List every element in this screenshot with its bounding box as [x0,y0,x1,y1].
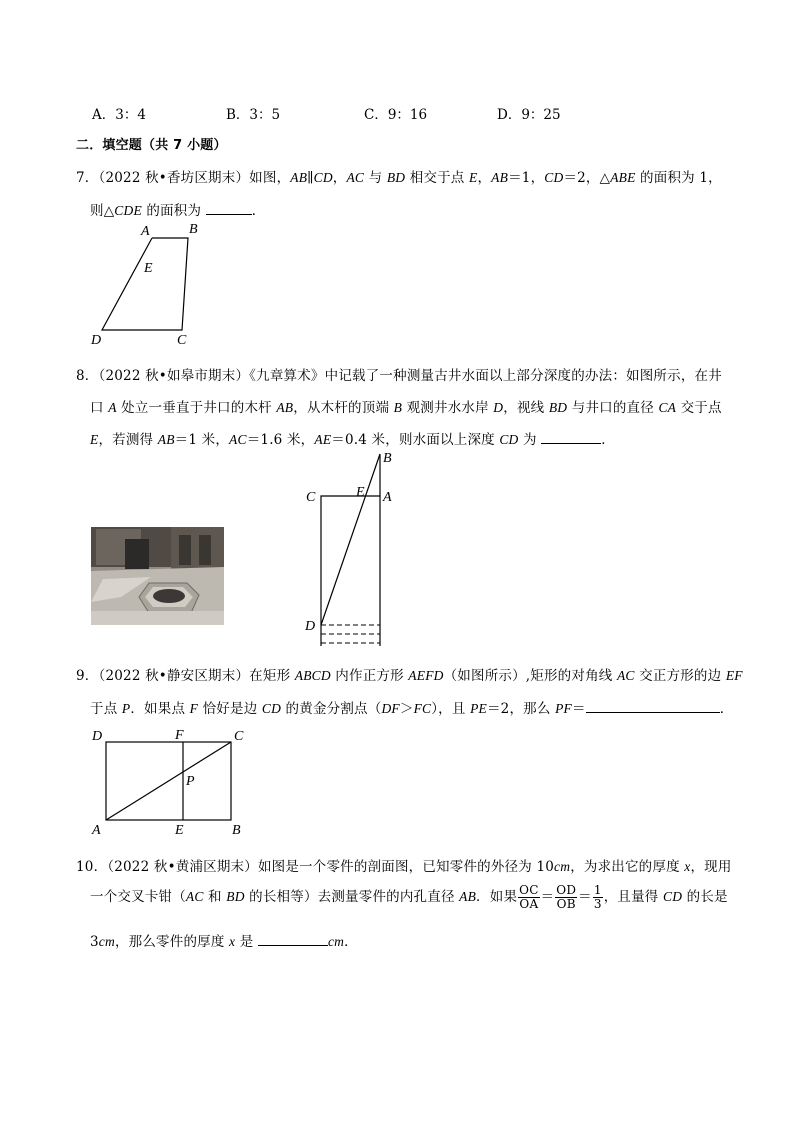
q9-label-e: E [175,823,184,838]
q7-label-e: E [144,261,153,276]
q8-line-2 [90,396,722,416]
q7-label-c: C [177,333,187,348]
q9-var: AEFD [408,668,444,683]
fraction-numerator: OD [556,883,577,897]
fraction-one-third [593,884,603,911]
q7-var: CDE [114,203,142,218]
q9-var: P [121,701,131,716]
q9-var: PF [555,701,572,716]
q9-text: ＞ [399,701,414,717]
q9-number: 9． [76,668,99,684]
q7-figure [85,220,205,350]
fraction-numerator: 1 [593,883,602,897]
q7-answer-blank[interactable] [206,200,252,215]
q10-line-1 [76,855,732,875]
q8-text: ＝1 米， [174,432,230,448]
q8-text: ，视线 [503,400,549,416]
q8-text: ，若测得 [98,432,158,448]
q7-var: AC [346,170,365,185]
q9-var: DF [381,701,400,716]
q10-answer-blank[interactable] [258,931,328,946]
q10-text: ，现用 [690,859,732,875]
q7-line-1 [76,166,722,186]
q7-var: AB [491,170,509,185]
section-title: 二．填空题（共 7 小题） [76,138,227,153]
fraction-od-ob [555,884,577,911]
q9-var: PE [470,701,487,716]
q7-line-2 [90,199,265,219]
q8-text: 处立一垂直于井口的木杆 [116,400,277,416]
q8-label-b: B [383,451,392,466]
q8-var: E [90,432,99,447]
q10-text: 一个交叉卡钳（ [90,889,186,905]
q10-line-2 [90,884,728,911]
q8-var: A [108,400,117,415]
q10-text: 3 [90,934,99,950]
q9-var: F [189,701,199,716]
q8-var: AB [276,400,294,415]
well-photo [91,527,224,625]
q8-line-3 [90,428,615,448]
q8-var: AC [229,432,247,447]
q9-figure [85,726,255,841]
q10-var: BD [226,889,245,904]
q8-text: ＝0.4 米，则水面以上深度 [331,432,500,448]
q7-end: ． [251,203,266,219]
q7-text: ＝2，△ [563,170,611,186]
q7-text: ＝1， [508,170,545,186]
q8-text: 为 [518,432,542,448]
q10-text: 的长相等）去测量零件的内孔直径 [244,889,460,905]
q10-text: 如图是一个零件的剖面图，已知零件的外径为 10 [257,859,555,875]
q9-text: 内作正方形 [330,668,409,684]
q9-label-p: P [186,774,195,789]
q8-text: 交于点 [676,400,722,416]
q8-number: 8． [76,368,99,384]
q9-text: ＝ [571,701,586,717]
q8-label-c: C [306,490,316,505]
q10-equals: ＝ [540,889,555,905]
q8-label-d: D [305,619,316,634]
q9-var: AC [616,668,635,683]
q7-text: 与 [364,170,387,186]
q10-line-3 [90,930,358,950]
q9-label-f: F [175,728,184,743]
q7-source: （2022 秋•香坊区期末） [98,170,250,186]
option-c: C．9：16 [364,107,428,123]
q9-label-d: D [92,729,103,744]
q7-text: 的面积为 1， [635,170,722,186]
q9-text: 交正方形的边 [634,668,726,684]
q10-text: ，且量得 [603,889,663,905]
q7-number: 7． [76,170,99,186]
q7-text: 则△ [90,203,115,219]
q9-label-c: C [234,729,244,744]
q7-label-d: D [91,333,102,348]
q10-var: x [229,934,236,949]
q10-var: CD [662,889,683,904]
q8-text: 与井口的直径 [567,400,659,416]
q8-answer-blank[interactable] [541,429,601,444]
q9-answer-blank[interactable] [586,698,720,713]
q7-var: BD [386,170,406,185]
option-d: D．9：25 [497,107,561,123]
q8-sight-line [321,454,380,625]
q9-end: ． [719,701,734,717]
q7-var: E [469,170,478,185]
q7-label-b: B [189,222,198,237]
q8-end: ． [601,432,615,448]
option-a: A．3：4 [92,107,146,123]
option-b: B．3：5 [226,107,281,123]
q8-var: CD [499,432,519,447]
q10-unit: cm [327,934,345,949]
q7-var: ABE [610,170,636,185]
q9-line-1 [76,664,743,684]
q9-var: EF [725,668,743,683]
q10-number: 10． [76,859,108,875]
q10-source: （2022 秋•黄浦区期末） [107,859,258,875]
q7-text: ， [332,170,347,186]
q7-var: AB∥CD [290,170,333,185]
q8-var: D [493,400,504,415]
q9-text: （如图所示）,矩形的对角线 [443,668,617,684]
q10-unit: cm [554,859,571,874]
q10-var: AB [459,889,477,904]
q9-var: ABCD [294,668,331,683]
q9-label-a: A [92,823,101,838]
q8-source: （2022 秋•如皋市期末） [98,368,250,384]
q10-text: ．如果 [476,889,518,905]
well-photo-drawing [91,527,224,625]
q7-figure-lines [102,238,188,330]
fraction-denominator: 3 [593,897,602,911]
q9-text: 的黄金分割点（ [281,701,382,717]
q8-var: CA [658,400,677,415]
q10-text: 和 [203,889,227,905]
q7-label-a: A [141,224,150,239]
q8-text: ＝1.6 米， [246,432,315,448]
fraction-numerator: OC [519,883,539,897]
q8-figure [300,448,400,653]
q8-var: BD [548,400,568,415]
q7-text: 相交于点 [405,170,470,186]
q7-text: ， [477,170,492,186]
fraction-denominator: OA [519,897,539,911]
q9-diagonal-ac [106,742,231,820]
q10-var: AC [185,889,204,904]
q9-line-2 [90,697,733,717]
q8-var: AB [157,432,175,447]
q7-text: 如图， [249,170,291,186]
q9-text: ），且 [431,701,471,717]
q10-text: 的长是 [682,889,728,905]
q9-source: （2022 秋•静安区期末） [98,668,250,684]
q8-var: AE [314,432,332,447]
q8-text: 《九章算术》中记载了一种测量古井水面以上部分深度的办法：如图所示，在井 [249,368,722,384]
q10-end: ． [344,934,358,950]
q10-text: ，为求出它的厚度 [570,859,685,875]
q8-text: 口 [90,400,109,416]
q7-text: 的面积为 [141,203,206,219]
q8-text: 观测井水水岸 [402,400,494,416]
q9-text: ．如果点 [130,701,190,717]
q10-text: ，那么零件的厚度 [114,934,230,950]
q10-text: 是 [235,934,258,950]
q10-var: x [684,859,691,874]
q10-equals: ＝ [578,889,592,905]
q8-label-a: A [383,490,392,505]
q7-var: CD [544,170,564,185]
q8-well-walls [321,496,380,646]
q9-var: CD [261,701,282,716]
q8-text: ，从木杆的顶端 [293,400,394,416]
q9-text: 在矩形 [249,668,295,684]
q10-unit: cm [98,934,115,949]
q9-label-b: B [232,823,241,838]
q8-label-e: E [356,485,365,500]
q8-var: B [393,400,403,415]
q9-text: 于点 [90,701,122,717]
q9-text: 恰好是边 [198,701,262,717]
fraction-oc-oa [518,884,539,911]
fraction-denominator: OB [556,897,576,911]
q9-var: FC [413,701,432,716]
q8-line-1 [76,364,722,384]
q9-text: ＝2，那么 [486,701,556,717]
